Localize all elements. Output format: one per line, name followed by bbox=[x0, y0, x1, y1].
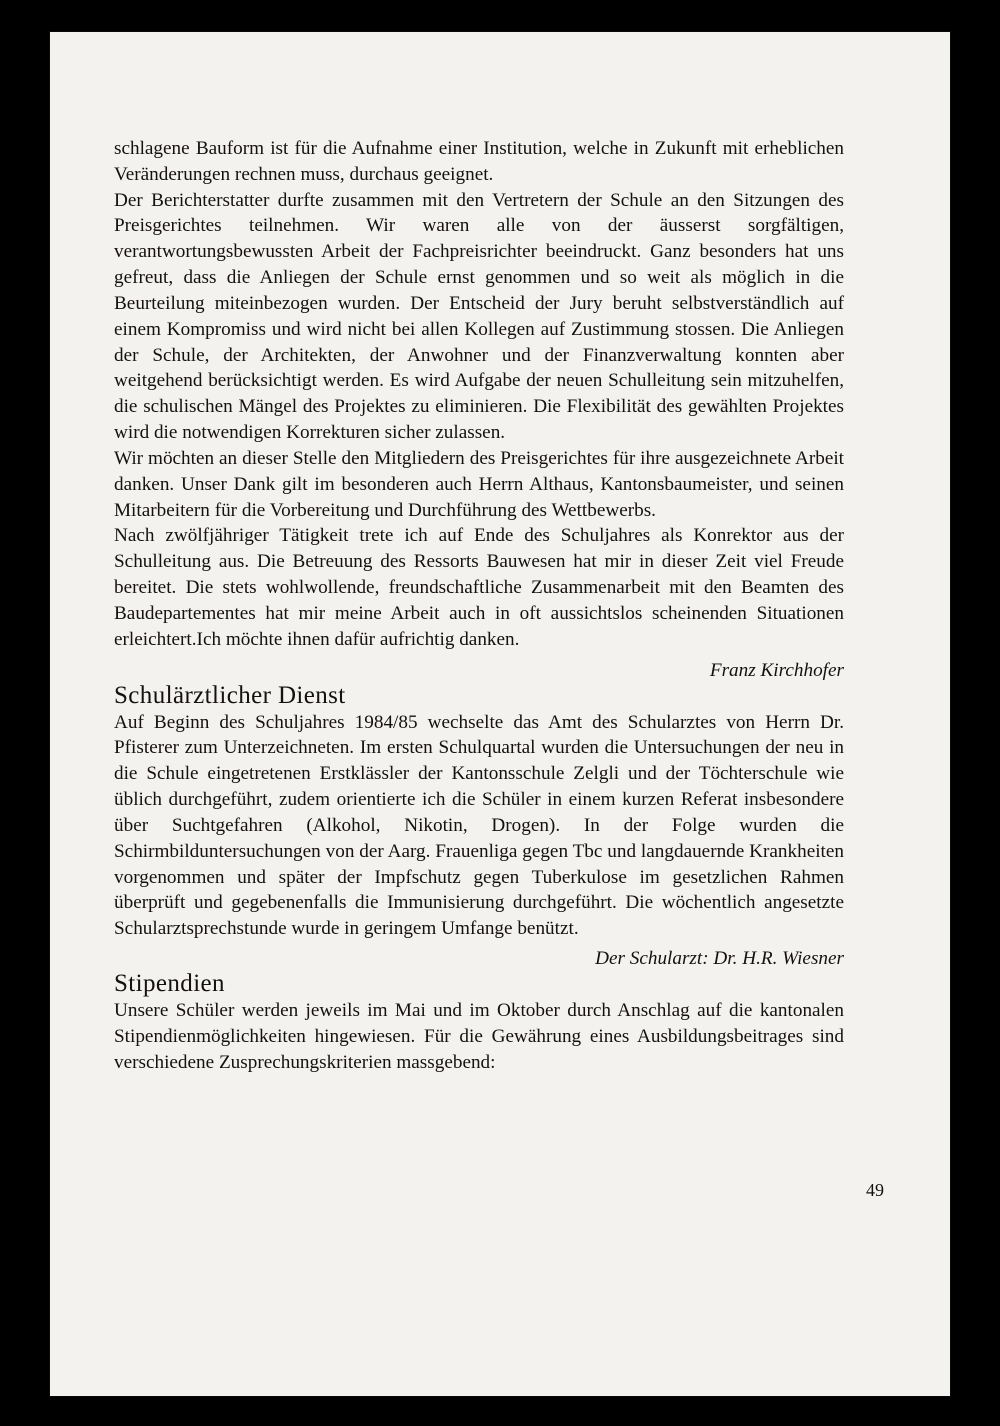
paragraph-schularzt: Auf Beginn des Schuljahres 1984/85 wechselte das Amt des Schularztes von Herrn Dr. Pfisterer zum Unterzeichneten. Im ersten Schulquartal wurden die Untersuchungen der neu in die Schule eingetretenen Erstklässler der Kantonsschule Zelgli und der Töchterschule wie üblich durchgeführt, zudem orientierte ich die Schüler in einem kurzen Referat insbesondere über Suchtgefahren (Alkohol, Nikotin, Drogen). In der Folge wurden die Schirmbilduntersuchungen von der Aarg. Frauenliga gegen Tbc und langdauernde Krankheiten vorgenommen und später der Impfschutz gegen Tuberkulose im gesetzlichen Rahmen überprüft und gegebenenfalls die Immunisierung durchgeführt. Die wöchentlich angesetzte Schularztsprechstunde wurde in geringem Umfange benützt. bbox=[114, 711, 844, 940]
page-content bbox=[114, 136, 844, 1076]
paragraph-stipendien: Unsere Schüler werden jeweils im Mai und im Oktober durch Anschlag auf die kantonalen Stipendienmöglichkeiten hingewiesen. Für die Gewährung eines Ausbildungsbeitrages sind verschiedene Zusprechungskriterien massgebend: bbox=[114, 1000, 844, 1073]
signature-schularzt: Der Schularzt: Dr. H.R. Wiesner bbox=[595, 948, 844, 970]
signature-kirchhofer: Franz Kirchhofer bbox=[709, 659, 844, 681]
paragraph-2: Der Berichterstatter durfte zusammen mit den Vertretern der Schule an den Sitzungen des Preisgerichtes teilnehmen. Wir waren alle von der äusserst sorgfältigen, verantwortungsbewussten Arbeit der Fachpreisrichter beeindruckt. Ganz besonders hat uns gefreut, dass die Anliegen der Schule ernst genommen und so weit als möglich in die Beurteilung miteinbezogen wurden. Der Entscheid der Jury beruht selbstverständlich auf einem Kompromiss und wird nicht bei allen Kollegen auf Zustimmung stossen. Die Anliegen der Schule, der Architekten, der Anwohner und der Finanzverwaltung konnten aber weitgehend berücksichtigt werden. Es wird Aufgabe der neuen Schulleitung sein mitzuhelfen, die schulischen Mängel des Projektes zu eliminieren. Die Flexibilität des gewählten Projektes wird die notwendigen Korrekturen sicher zulassen. bbox=[114, 189, 844, 444]
page-number: 49 bbox=[866, 1180, 884, 1200]
section-heading-stipendien: Stipendien bbox=[114, 970, 225, 998]
paragraph-4: Nach zwölfjähriger Tätigkeit trete ich auf Ende des Schuljahres als Konrektor aus der Schulleitung aus. Die Betreuung des Ressorts Bauwesen hat mir in dieser Zeit viel Freude bereitet. Die stets wohlwollende, freundschaftliche Zusammenarbeit mit den Beamten des Baudepartementes hat mir meine Arbeit auch in oft aussichtslos scheinenden Situationen erleichtert.Ich möchte ihnen dafür aufrichtig danken. bbox=[114, 525, 844, 650]
document-page bbox=[50, 32, 950, 1396]
paragraph-3: Wir möchten an dieser Stelle den Mitgliedern des Preisgerichtes für ihre ausgezeichnete Arbeit danken. Unser Dank gilt im besonderen auch Herrn Althaus, Kantonsbaumeister, und seinen Mitarbeitern für die Vorbereitung und Durchführung des Wettbewerbs. bbox=[114, 447, 844, 521]
paragraph-1: schlagene Bauform ist für die Aufnahme einer Institution, welche in Zukunft mit erheblichen Veränderungen rechnen muss, durchaus geeignet. bbox=[114, 138, 844, 185]
section-heading-schularztlicher-dienst: Schulärztlicher Dienst bbox=[114, 681, 346, 709]
